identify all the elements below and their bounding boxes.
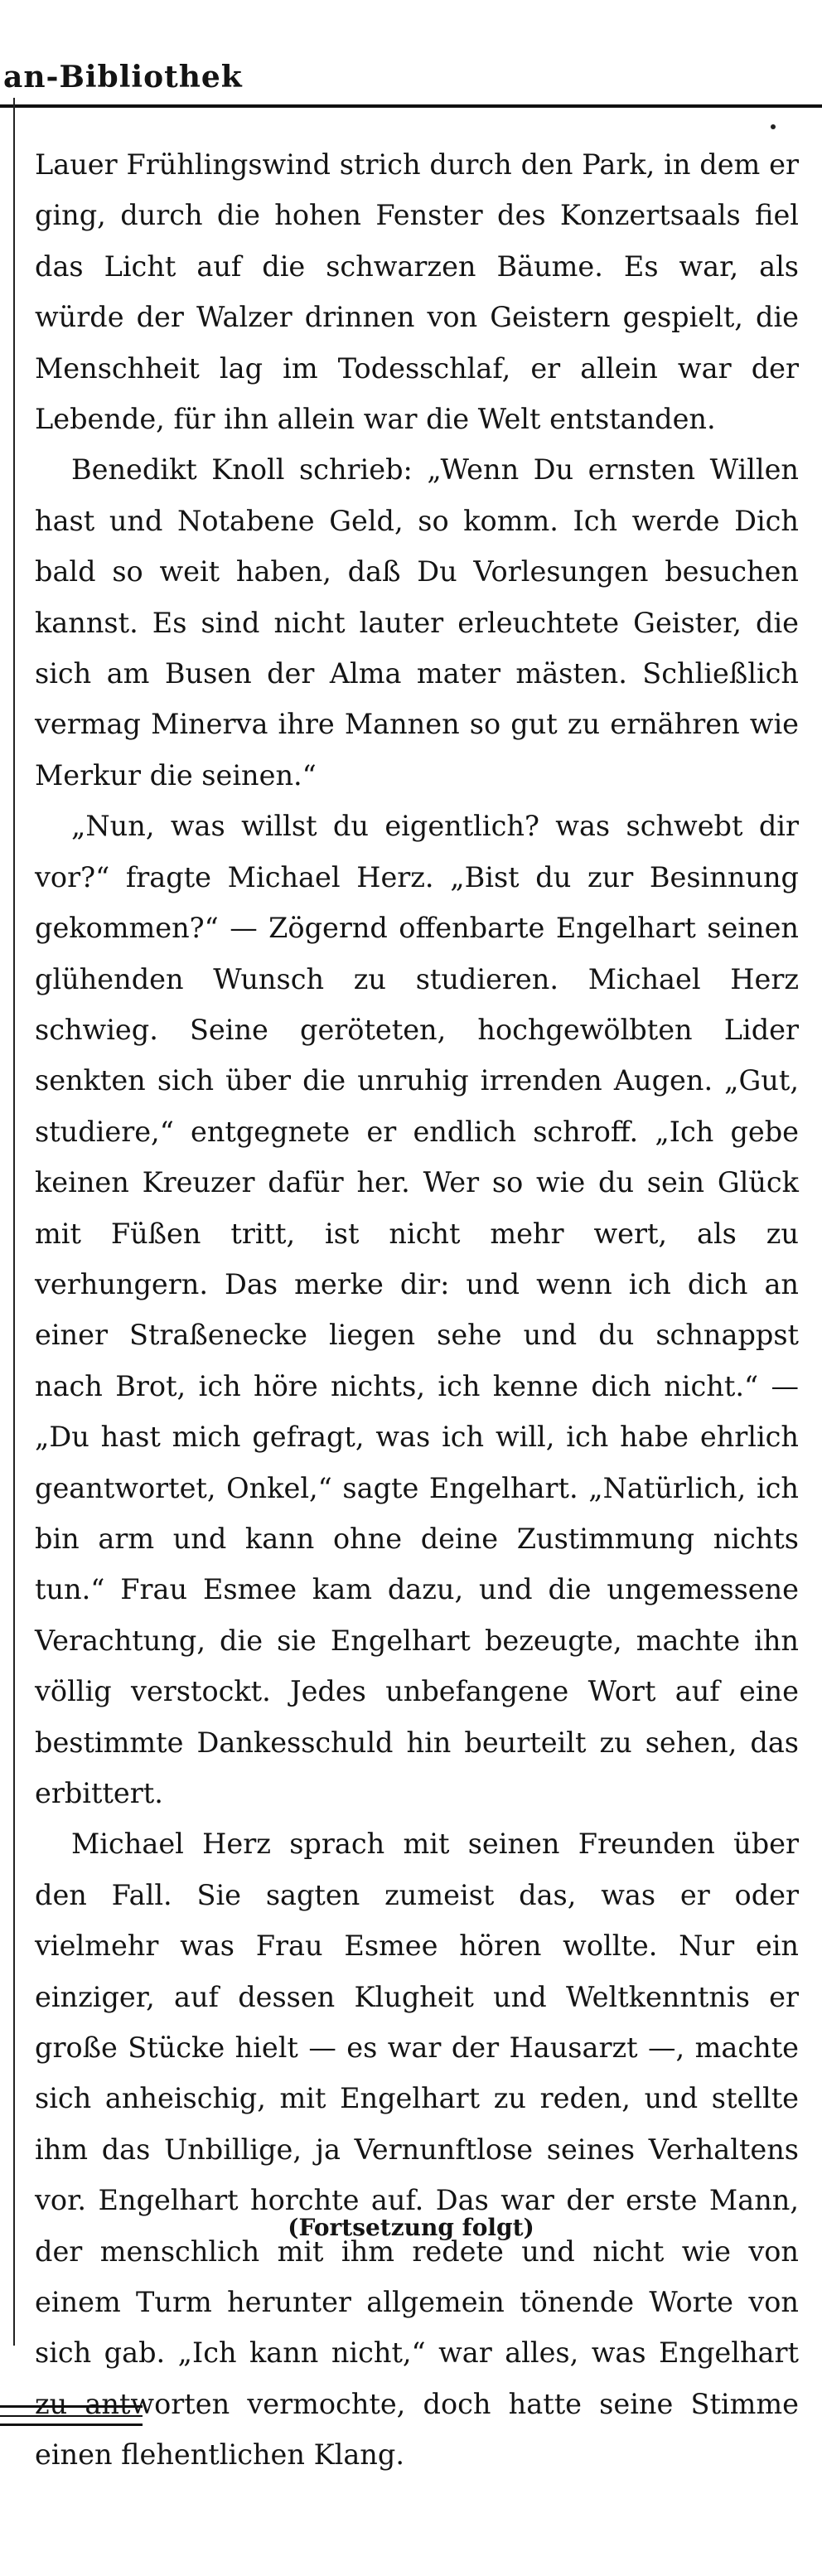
- article-paragraph: Lauer Frühlingswind strich durch den Park, in dem er ging, durch die hohen Fenster des Konzertsaals fiel das Licht auf die schwarzen Bäume. Es war, als würde der Walzer drinnen von Geistern gespielt, die Menschheit lag im Todesschlaf, er allein war der Lebende, für ihn allein war die Welt entstanden.: [35, 148, 799, 436]
- header-rule: [0, 104, 822, 108]
- article-body: [35, 139, 799, 2481]
- continuation-note: (Fortsetzung folgt): [288, 2214, 534, 2241]
- article-paragraph: Michael Herz sprach mit seinen Freunden über den Fall. Sie sagten zumeist das, was er oder vielmehr was Frau Esmee hören wollte. Nur ein einziger, auf dessen Klugheit und Weltkenntnis er große Stücke hielt — es war der Hausarzt —, machte sich anheischig, mit Engelhart zu reden, und stellte ihm das Unbillige, ja Vernunftlose seines Verhaltens vor. Engelhart horchte auf. Das war der erste Mann, der menschlich mit ihm redete und nicht wie von einem Turm herunter allgemein tönende Worte von sich gab. „Ich kann nicht,“ war alles, was Engelhart zu antworten vermochte, doch hatte seine Stimme einen flehentlichen Klang.: [35, 1828, 799, 2472]
- end-rule: [0, 2423, 143, 2426]
- print-speck: [771, 124, 776, 129]
- running-title: an-Bibliothek: [3, 60, 243, 94]
- article-paragraph: Benedikt Knoll schrieb: „Wenn Du ernsten Willen hast und Notabene Geld, so komm. Ich werde Dich bald so weit haben, daß Du Vorlesungen besuchen kannst. Es sind nicht lauter erleuchtete Geister, die sich am Busen der Alma mater mästen. Schließlich vermag Minerva ihre Mannen so gut zu ernähren wie Merkur die seinen.“: [35, 453, 799, 792]
- column-rule: [13, 98, 15, 2346]
- end-rule: [0, 2415, 143, 2417]
- article-paragraph: „Nun, was willst du eigentlich? was schwebt dir vor?“ fragte Michael Herz. „Bist du zur Besinnung gekommen?“ — Zögernd offenbarte Engelhart seinen glühenden Wunsch zu studieren. Michael Herz schwieg. Seine geröteten, hochgewölbten Lider senkten sich über die unruhig irrenden Augen. „Gut, studiere,“ entgegnete er endlich schroff. „Ich gebe keinen Kreuzer dafür her. Wer so wie du sein Glück mit Füßen tritt, ist nicht mehr wert, als zu verhungern. Das merke dir: und wenn ich dich an einer Straßenecke liegen sehe und du schnappst nach Brot, ich höre nichts, ich kenne dich nicht.“ — „Du hast mich gefragt, was ich will, ich habe ehrlich geantwortet, Onkel,“ sagte Engelhart. „Natürlich, ich bin arm und kann ohne deine Zustimmung nichts tun.“ Frau Esmee kam dazu, und die ungemessene Verachtung, die sie Engelhart bezeugte, machte ihn völlig verstockt. Jedes unbefangene Wort auf eine bestimmte Dankesschuld hin beurteilt zu sehen, das erbittert.: [35, 810, 799, 1809]
- end-rule: [0, 2405, 143, 2408]
- page-header: [0, 48, 822, 98]
